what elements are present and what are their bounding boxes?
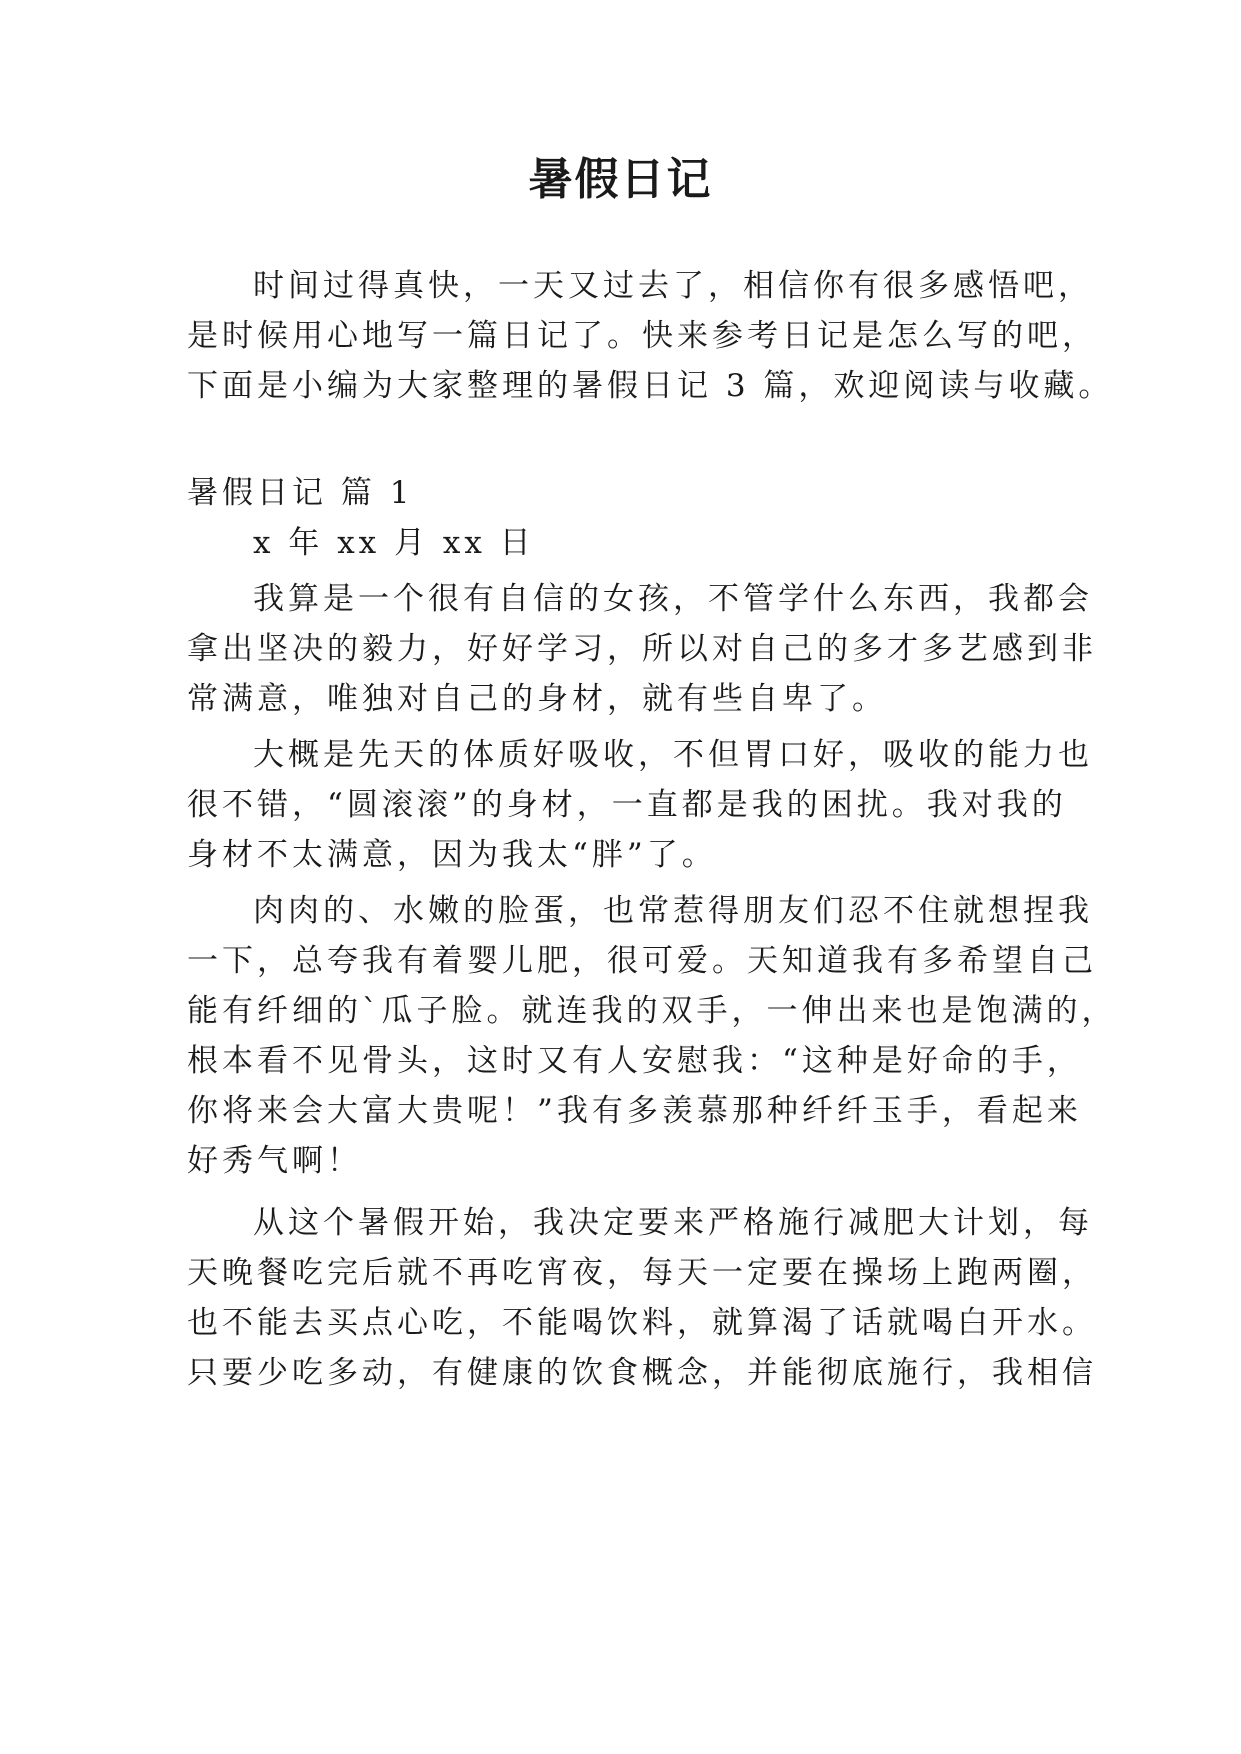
paragraph-3-line-1: 肉肉的、水嫩的脸蛋，也常惹得朋友们忍不住就想捏我 bbox=[253, 893, 1093, 929]
document-title: 暑假日记 bbox=[528, 154, 713, 205]
intro-line-1: 时间过得真快，一天又过去了，相信你有很多感悟吧， bbox=[253, 268, 1093, 304]
paragraph-1-line-1: 我算是一个很有自信的女孩，不管学什么东西，我都会 bbox=[253, 581, 1093, 617]
intro-line-2: 是时候用心地写一篇日记了。快来参考日记是怎么写的吧， bbox=[187, 318, 1097, 354]
paragraph-1-line-2: 拿出坚决的毅力，好好学习，所以对自己的多才多艺感到非 bbox=[187, 631, 1097, 667]
paragraph-3-line-5: 你将来会大富大贵呢！”我有多羡慕那种纤纤玉手，看起来 bbox=[187, 1093, 1082, 1129]
paragraph-1-line-3: 常满意，唯独对自己的身材，就有些自卑了。 bbox=[187, 681, 887, 717]
paragraph-2-line-3: 身材不太满意，因为我太“胖”了。 bbox=[187, 837, 717, 873]
paragraph-4-line-2: 天晚餐吃完后就不再吃宵夜，每天一定要在操场上跑两圈， bbox=[187, 1255, 1097, 1291]
intro-line-3: 下面是小编为大家整理的暑假日记 3 篇，欢迎阅读与收藏。 bbox=[187, 368, 1114, 404]
paragraph-3-line-2: 一下，总夸我有着婴儿肥，很可爱。天知道我有多希望自己 bbox=[187, 943, 1097, 979]
diary-date: x 年 xx 月 xx 日 bbox=[253, 525, 535, 561]
paragraph-3-line-3: 能有纤细的`瓜子脸。就连我的双手，一伸出来也是饱满的， bbox=[187, 993, 1117, 1029]
paragraph-4-line-1: 从这个暑假开始，我决定要来严格施行减肥大计划，每 bbox=[253, 1205, 1093, 1241]
paragraph-3-line-6: 好秀气啊！ bbox=[187, 1143, 362, 1179]
paragraph-2-line-1: 大概是先天的体质好吸收，不但胃口好，吸收的能力也 bbox=[253, 737, 1093, 773]
section-heading: 暑假日记 篇 1 bbox=[187, 475, 414, 511]
paragraph-4-line-3: 也不能去买点心吃，不能喝饮料，就算渴了话就喝白开水。 bbox=[187, 1305, 1097, 1341]
paragraph-3-line-4: 根本看不见骨头，这时又有人安慰我：“这种是好命的手， bbox=[187, 1043, 1082, 1079]
paragraph-2-line-2: 很不错，“圆滚滚”的身材，一直都是我的困扰。我对我的 bbox=[187, 787, 1067, 823]
paragraph-4-line-4: 只要少吃多动，有健康的饮食概念，并能彻底施行，我相信 bbox=[187, 1355, 1097, 1391]
